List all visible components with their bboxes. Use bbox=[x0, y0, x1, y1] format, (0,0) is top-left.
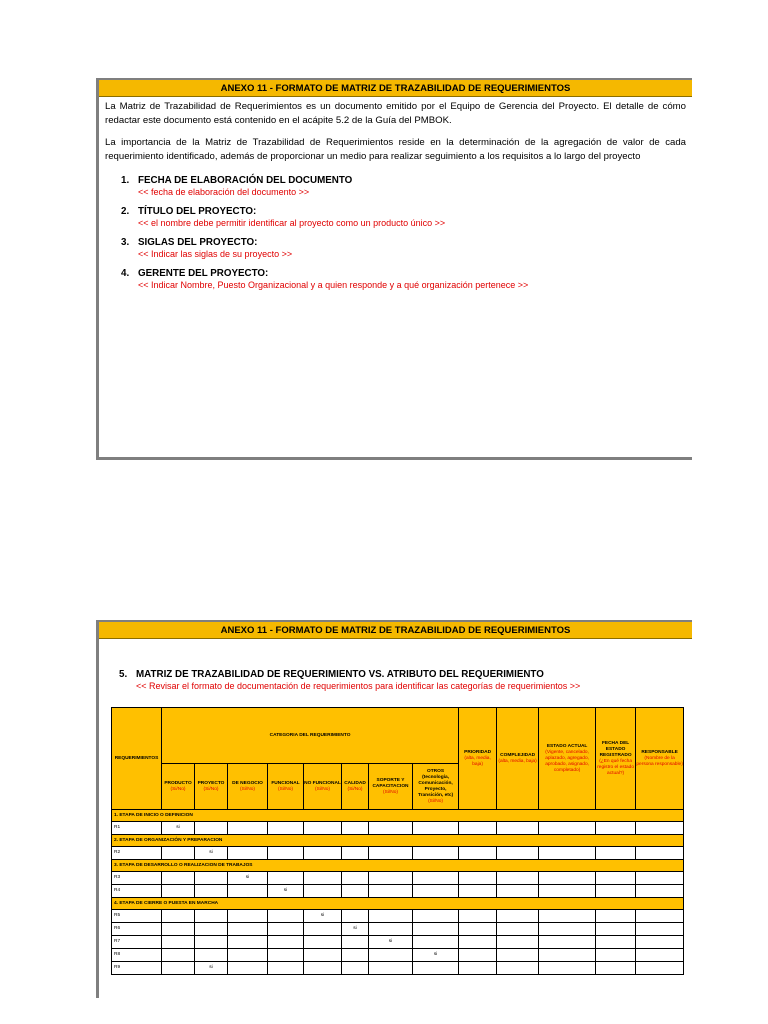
table-cell[interactable]: si bbox=[195, 962, 228, 975]
table-cell[interactable] bbox=[268, 949, 304, 962]
table-cell[interactable] bbox=[369, 872, 413, 885]
requirement-id: R6 bbox=[112, 923, 162, 936]
table-cell[interactable] bbox=[195, 936, 228, 949]
table-cell[interactable] bbox=[195, 885, 228, 898]
section-list bbox=[99, 175, 692, 290]
table-cell[interactable] bbox=[459, 822, 497, 835]
table-cell[interactable] bbox=[636, 872, 684, 885]
table-cell[interactable] bbox=[195, 923, 228, 936]
requirement-id: R2 bbox=[112, 847, 162, 860]
header-cat-no-funcional: NO FUNCIONAL (Si/No) bbox=[304, 764, 342, 810]
matrix-body bbox=[112, 810, 684, 975]
table-row bbox=[112, 872, 684, 885]
requirement-id: R5 bbox=[112, 910, 162, 923]
stage-row bbox=[112, 860, 684, 872]
table-cell[interactable]: si bbox=[413, 949, 459, 962]
section-title: FECHA DE ELABORACIÓN DEL DOCUMENTO bbox=[138, 175, 353, 186]
section-number: 1. bbox=[121, 175, 130, 186]
table-cell[interactable] bbox=[636, 822, 684, 835]
traceability-matrix bbox=[111, 707, 683, 975]
stage-label: 1. ETAPA DE INICIO O DEFINICION bbox=[112, 810, 684, 822]
table-cell[interactable] bbox=[228, 949, 268, 962]
header-categoria: CATEGORIA DEL REQUERIMIENTO bbox=[162, 708, 459, 764]
table-cell[interactable] bbox=[636, 936, 684, 949]
table-cell[interactable] bbox=[413, 910, 459, 923]
header-prioridad: PRIORIDAD (alta, media, baja) bbox=[459, 708, 497, 810]
table-cell[interactable] bbox=[636, 885, 684, 898]
table-cell[interactable] bbox=[459, 910, 497, 923]
table-cell[interactable] bbox=[497, 949, 539, 962]
table-cell[interactable] bbox=[228, 885, 268, 898]
table-cell[interactable] bbox=[369, 923, 413, 936]
section-2 bbox=[121, 206, 692, 228]
table-cell[interactable] bbox=[369, 885, 413, 898]
table-cell[interactable] bbox=[636, 962, 684, 975]
header-complejidad: COMPLEJIDAD (alta, media, baja) bbox=[497, 708, 539, 810]
table-cell[interactable] bbox=[195, 949, 228, 962]
table-cell[interactable] bbox=[539, 936, 596, 949]
section-title: GERENTE DEL PROYECTO: bbox=[138, 268, 269, 279]
table-cell[interactable] bbox=[413, 936, 459, 949]
table-cell[interactable] bbox=[304, 936, 342, 949]
table-cell[interactable] bbox=[459, 949, 497, 962]
table-cell[interactable] bbox=[304, 949, 342, 962]
document-page-2 bbox=[96, 620, 692, 998]
table-cell[interactable] bbox=[369, 949, 413, 962]
table-cell[interactable] bbox=[497, 936, 539, 949]
section-hint[interactable]: << el nombre debe permitir identificar al proyecto como un producto único >> bbox=[138, 218, 446, 228]
stage-label: 3. ETAPA DE DESARROLLO O REALIZACION DE TRABAJOS bbox=[112, 860, 684, 872]
table-cell[interactable] bbox=[497, 847, 539, 860]
section-4 bbox=[121, 268, 692, 290]
table-cell[interactable] bbox=[369, 910, 413, 923]
table-row bbox=[112, 962, 684, 975]
header-requerimientos: REQUERIMIENTOS bbox=[112, 708, 162, 810]
table-cell[interactable] bbox=[369, 962, 413, 975]
table-cell[interactable] bbox=[228, 923, 268, 936]
table-cell[interactable] bbox=[162, 885, 195, 898]
table-cell[interactable] bbox=[459, 936, 497, 949]
table-cell[interactable] bbox=[342, 847, 369, 860]
table-cell[interactable] bbox=[304, 847, 342, 860]
table-cell[interactable] bbox=[596, 962, 636, 975]
header-cat-otros: OTROS (tecnología, Comunicación, Proyecto, Transición, etc) (Si/No) bbox=[413, 764, 459, 810]
table-cell[interactable]: si bbox=[304, 910, 342, 923]
table-cell[interactable] bbox=[539, 923, 596, 936]
table-cell[interactable] bbox=[162, 923, 195, 936]
table-cell[interactable] bbox=[413, 962, 459, 975]
section-5 bbox=[119, 669, 692, 691]
stage-row bbox=[112, 898, 684, 910]
requirement-id: R3 bbox=[112, 872, 162, 885]
table-cell[interactable]: si bbox=[342, 923, 369, 936]
table-cell[interactable] bbox=[304, 962, 342, 975]
table-cell[interactable] bbox=[228, 847, 268, 860]
table-cell[interactable] bbox=[162, 872, 195, 885]
table-cell[interactable] bbox=[342, 872, 369, 885]
table-cell[interactable] bbox=[459, 872, 497, 885]
table-cell[interactable] bbox=[596, 847, 636, 860]
table-cell[interactable]: si bbox=[369, 936, 413, 949]
header-cat-soporte: SOPORTE Y CAPACITACION (Si/No) bbox=[369, 764, 413, 810]
table-cell[interactable] bbox=[342, 910, 369, 923]
section-title: SIGLAS DEL PROYECTO: bbox=[138, 237, 258, 248]
section-hint[interactable]: << Indicar las siglas de su proyecto >> bbox=[138, 249, 293, 259]
section-number: 4. bbox=[121, 268, 130, 279]
section-title: TÍTULO DEL PROYECTO: bbox=[138, 206, 257, 217]
table-row bbox=[112, 847, 684, 860]
table-cell[interactable] bbox=[459, 847, 497, 860]
table-cell[interactable] bbox=[268, 847, 304, 860]
table-cell[interactable] bbox=[268, 923, 304, 936]
table-cell[interactable] bbox=[268, 936, 304, 949]
table-cell[interactable] bbox=[304, 872, 342, 885]
section-number: 3. bbox=[121, 237, 130, 248]
header-cat-calidad: CALIDAD (Si/No) bbox=[342, 764, 369, 810]
table-cell[interactable] bbox=[162, 949, 195, 962]
table-cell[interactable] bbox=[636, 923, 684, 936]
table-cell[interactable]: si bbox=[228, 872, 268, 885]
table-row bbox=[112, 936, 684, 949]
table-cell[interactable] bbox=[228, 936, 268, 949]
section-hint[interactable]: << Revisar el formato de documentación de requerimientos para identificar las categorías de requerimientos >> bbox=[136, 681, 581, 691]
table-cell[interactable] bbox=[539, 872, 596, 885]
table-cell[interactable]: si bbox=[195, 847, 228, 860]
table-cell[interactable] bbox=[539, 910, 596, 923]
header-cat-funcional: FUNCIONAL (Si/No) bbox=[268, 764, 304, 810]
table-cell[interactable] bbox=[304, 822, 342, 835]
table-cell[interactable] bbox=[596, 872, 636, 885]
table-cell[interactable] bbox=[459, 923, 497, 936]
intro-text bbox=[99, 97, 692, 164]
stage-row bbox=[112, 835, 684, 847]
intro-paragraph-1: La Matriz de Trazabilidad de Requerimientos es un documento emitido por el Equipo de Gerencia del Proyecto. El detalle de cómo redactar este documento está contenido en el acápite 5.2 de la Guía del PMBOK. bbox=[105, 101, 686, 126]
table-cell[interactable] bbox=[459, 885, 497, 898]
table-cell[interactable] bbox=[636, 910, 684, 923]
table-cell[interactable] bbox=[268, 822, 304, 835]
stage-label: 2. ETAPA DE ORGANIZACIÓN Y PREPARACION bbox=[112, 835, 684, 847]
requirement-id: R4 bbox=[112, 885, 162, 898]
stage-row bbox=[112, 810, 684, 822]
table-cell[interactable] bbox=[596, 822, 636, 835]
table-cell[interactable]: si bbox=[162, 822, 195, 835]
table-cell[interactable] bbox=[369, 822, 413, 835]
header-responsable: RESPONSABLE (Nombre de la persona responsable) bbox=[636, 708, 684, 810]
table-cell[interactable] bbox=[596, 885, 636, 898]
table-cell[interactable] bbox=[268, 962, 304, 975]
table-cell[interactable] bbox=[413, 872, 459, 885]
section-hint[interactable]: << Indicar Nombre, Puesto Organizacional y a quien responde y a qué organización pertenece >> bbox=[138, 280, 529, 290]
table-cell[interactable] bbox=[413, 847, 459, 860]
header-cat-negocio: DE NEGOCIO (Si/No) bbox=[228, 764, 268, 810]
table-cell[interactable] bbox=[369, 847, 413, 860]
table-cell[interactable] bbox=[304, 885, 342, 898]
table-cell[interactable] bbox=[195, 910, 228, 923]
section-title: MATRIZ DE TRAZABILIDAD DE REQUERIMIENTO VS. ATRIBUTO DEL REQUERIMIENTO bbox=[136, 669, 544, 680]
section-1 bbox=[121, 175, 692, 197]
table-cell[interactable] bbox=[596, 949, 636, 962]
section-number: 5. bbox=[119, 669, 128, 680]
section-number: 2. bbox=[121, 206, 130, 217]
table-cell[interactable] bbox=[195, 822, 228, 835]
table-cell[interactable] bbox=[497, 885, 539, 898]
table-cell[interactable] bbox=[195, 872, 228, 885]
section-hint[interactable]: << fecha de elaboración del documento >> bbox=[138, 187, 310, 197]
page-banner: ANEXO 11 - FORMATO DE MATRIZ DE TRAZABILIDAD DE REQUERIMIENTOS bbox=[99, 622, 692, 639]
header-cat-producto: PRODUCTO (Si/No) bbox=[162, 764, 195, 810]
table-cell[interactable] bbox=[342, 885, 369, 898]
header-fecha: FECHA DEL ESTADO REGISTRADO (¿En qué fecha registro el estado actual?) bbox=[596, 708, 636, 810]
table-cell[interactable] bbox=[162, 936, 195, 949]
table-cell[interactable] bbox=[636, 949, 684, 962]
table-cell[interactable] bbox=[413, 885, 459, 898]
header-estado: ESTADO ACTUAL (Vigente, cancelado, aplazado, agregado, aprobado, asignado, completado) bbox=[539, 708, 596, 810]
table-cell[interactable] bbox=[342, 949, 369, 962]
table-cell[interactable] bbox=[539, 822, 596, 835]
table-cell[interactable] bbox=[596, 923, 636, 936]
traceability-table bbox=[111, 707, 684, 975]
table-cell[interactable] bbox=[304, 923, 342, 936]
table-cell[interactable] bbox=[162, 910, 195, 923]
table-cell[interactable] bbox=[342, 822, 369, 835]
table-cell[interactable] bbox=[228, 962, 268, 975]
page-banner: ANEXO 11 - FORMATO DE MATRIZ DE TRAZABILIDAD DE REQUERIMIENTOS bbox=[99, 80, 692, 97]
table-cell[interactable] bbox=[497, 910, 539, 923]
table-cell[interactable] bbox=[596, 936, 636, 949]
table-row bbox=[112, 923, 684, 936]
table-row bbox=[112, 822, 684, 835]
table-cell[interactable] bbox=[268, 872, 304, 885]
table-row bbox=[112, 885, 684, 898]
table-cell[interactable] bbox=[268, 910, 304, 923]
table-cell[interactable] bbox=[413, 923, 459, 936]
table-cell[interactable] bbox=[228, 910, 268, 923]
table-cell[interactable] bbox=[162, 962, 195, 975]
table-cell[interactable] bbox=[497, 962, 539, 975]
table-cell[interactable]: si bbox=[268, 885, 304, 898]
document-page-1 bbox=[96, 78, 692, 460]
table-cell[interactable] bbox=[342, 936, 369, 949]
header-cat-proyecto: PROYECTO (Si/No) bbox=[195, 764, 228, 810]
table-cell[interactable] bbox=[459, 962, 497, 975]
table-cell[interactable] bbox=[342, 962, 369, 975]
table-cell[interactable] bbox=[413, 822, 459, 835]
table-cell[interactable] bbox=[228, 822, 268, 835]
requirement-id: R7 bbox=[112, 936, 162, 949]
table-row bbox=[112, 910, 684, 923]
stage-label: 4. ETAPA DE CIERRE O PUESTA EN MARCHA bbox=[112, 898, 684, 910]
table-cell[interactable] bbox=[539, 962, 596, 975]
section-3 bbox=[121, 237, 692, 259]
table-cell[interactable] bbox=[539, 949, 596, 962]
requirement-id: R9 bbox=[112, 962, 162, 975]
table-cell[interactable] bbox=[497, 822, 539, 835]
requirement-id: R8 bbox=[112, 949, 162, 962]
table-cell[interactable] bbox=[636, 847, 684, 860]
table-cell[interactable] bbox=[497, 872, 539, 885]
table-cell[interactable] bbox=[162, 847, 195, 860]
table-cell[interactable] bbox=[539, 885, 596, 898]
intro-paragraph-2: La importancia de la Matriz de Trazabilidad de Requerimientos reside en la determinación de la agregación de valor de cada requerimiento identificado, además de proporcionar un medio para realizar seguimiento a los requisitos a lo largo del proyecto bbox=[105, 137, 686, 162]
table-row bbox=[112, 949, 684, 962]
table-cell[interactable] bbox=[596, 910, 636, 923]
requirement-id: R1 bbox=[112, 822, 162, 835]
table-cell[interactable] bbox=[497, 923, 539, 936]
table-cell[interactable] bbox=[539, 847, 596, 860]
